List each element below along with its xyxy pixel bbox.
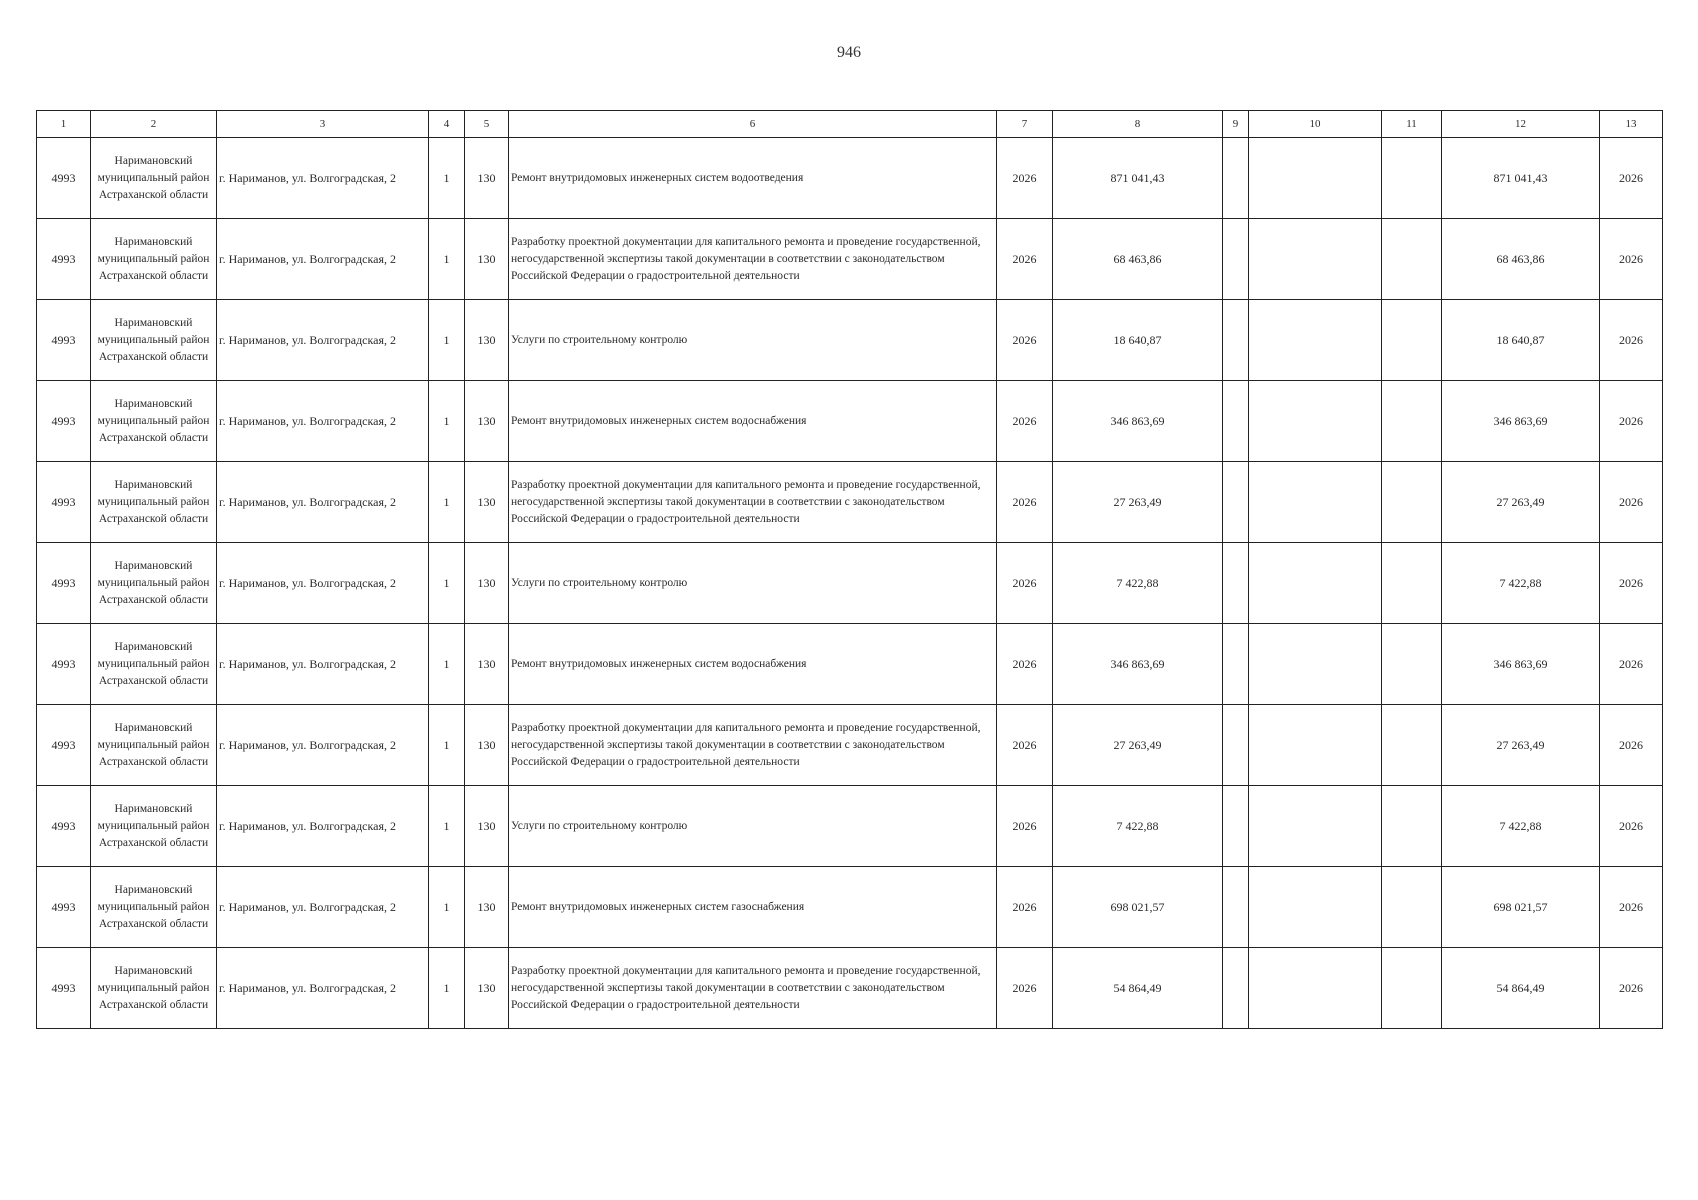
cell-col9 — [1223, 381, 1249, 462]
cell-year: 2026 — [997, 381, 1053, 462]
cell-col9 — [1223, 705, 1249, 786]
cell-col10 — [1249, 948, 1382, 1029]
cell-col10 — [1249, 462, 1382, 543]
column-header-7: 7 — [997, 111, 1053, 138]
cell-col10 — [1249, 867, 1382, 948]
cell-end-year: 2026 — [1600, 705, 1663, 786]
cell-municipality: Наримановский муниципальный район Астраханской области — [91, 219, 217, 300]
cell-col5: 130 — [465, 786, 509, 867]
table-row — [37, 786, 1663, 867]
cell-col11 — [1382, 300, 1442, 381]
cell-address: г. Нариманов, ул. Волгоградская, 2 — [217, 786, 429, 867]
cell-number: 4993 — [37, 948, 91, 1029]
cell-cost: 18 640,87 — [1053, 300, 1223, 381]
table-row — [37, 543, 1663, 624]
cell-col10 — [1249, 705, 1382, 786]
table-row — [37, 462, 1663, 543]
cell-address: г. Нариманов, ул. Волгоградская, 2 — [217, 381, 429, 462]
cell-col4: 1 — [429, 219, 465, 300]
cell-number: 4993 — [37, 381, 91, 462]
column-header-3: 3 — [217, 111, 429, 138]
table-row — [37, 219, 1663, 300]
cell-end-year: 2026 — [1600, 300, 1663, 381]
column-header-11: 11 — [1382, 111, 1442, 138]
cell-col4: 1 — [429, 624, 465, 705]
cell-col5: 130 — [465, 543, 509, 624]
cell-col11 — [1382, 867, 1442, 948]
table-row — [37, 381, 1663, 462]
cell-number: 4993 — [37, 219, 91, 300]
cell-municipality: Наримановский муниципальный район Астраханской области — [91, 705, 217, 786]
column-header-5: 5 — [465, 111, 509, 138]
cell-address: г. Нариманов, ул. Волгоградская, 2 — [217, 867, 429, 948]
cell-total: 346 863,69 — [1442, 381, 1600, 462]
cell-col9 — [1223, 462, 1249, 543]
column-header-4: 4 — [429, 111, 465, 138]
cell-col9 — [1223, 867, 1249, 948]
cell-col11 — [1382, 138, 1442, 219]
cell-municipality: Наримановский муниципальный район Астраханской области — [91, 381, 217, 462]
cell-municipality: Наримановский муниципальный район Астраханской области — [91, 462, 217, 543]
cell-number: 4993 — [37, 624, 91, 705]
cell-total: 698 021,57 — [1442, 867, 1600, 948]
cell-work-type: Разработку проектной документации для капитального ремонта и проведение государственной, негосударственной экспертизы такой документации в соответствии с законодательством Российской Федерации о градостроительной деятельности — [509, 462, 997, 543]
cell-total: 68 463,86 — [1442, 219, 1600, 300]
cell-municipality: Наримановский муниципальный район Астраханской области — [91, 786, 217, 867]
page-number: 946 — [837, 44, 861, 61]
cell-work-type: Услуги по строительному контролю — [509, 543, 997, 624]
cell-work-type: Ремонт внутридомовых инженерных систем водоснабжения — [509, 381, 997, 462]
cell-col5: 130 — [465, 867, 509, 948]
cell-col4: 1 — [429, 543, 465, 624]
table-row — [37, 300, 1663, 381]
cell-municipality: Наримановский муниципальный район Астраханской области — [91, 948, 217, 1029]
cell-cost: 871 041,43 — [1053, 138, 1223, 219]
cell-col11 — [1382, 948, 1442, 1029]
cell-total: 346 863,69 — [1442, 624, 1600, 705]
cell-work-type: Ремонт внутридомовых инженерных систем водоотведения — [509, 138, 997, 219]
cell-work-type: Разработку проектной документации для капитального ремонта и проведение государственной, негосударственной экспертизы такой документации в соответствии с законодательством Российской Федерации о градостроительной деятельности — [509, 948, 997, 1029]
cell-end-year: 2026 — [1600, 381, 1663, 462]
cell-municipality: Наримановский муниципальный район Астраханской области — [91, 138, 217, 219]
cell-col11 — [1382, 705, 1442, 786]
cell-cost: 698 021,57 — [1053, 867, 1223, 948]
cell-col4: 1 — [429, 705, 465, 786]
cell-col4: 1 — [429, 786, 465, 867]
column-header-13: 13 — [1600, 111, 1663, 138]
cell-col9 — [1223, 543, 1249, 624]
cell-col5: 130 — [465, 381, 509, 462]
cell-cost: 346 863,69 — [1053, 381, 1223, 462]
column-header-1: 1 — [37, 111, 91, 138]
cell-number: 4993 — [37, 705, 91, 786]
cell-col4: 1 — [429, 948, 465, 1029]
table-body — [37, 138, 1663, 1029]
cell-col5: 130 — [465, 300, 509, 381]
cell-work-type: Услуги по строительному контролю — [509, 300, 997, 381]
table-row — [37, 948, 1663, 1029]
cell-total: 871 041,43 — [1442, 138, 1600, 219]
cell-year: 2026 — [997, 462, 1053, 543]
cell-address: г. Нариманов, ул. Волгоградская, 2 — [217, 543, 429, 624]
cell-end-year: 2026 — [1600, 219, 1663, 300]
cell-year: 2026 — [997, 705, 1053, 786]
cell-municipality: Наримановский муниципальный район Астраханской области — [91, 867, 217, 948]
cell-col10 — [1249, 381, 1382, 462]
cell-municipality: Наримановский муниципальный район Астраханской области — [91, 543, 217, 624]
column-header-10: 10 — [1249, 111, 1382, 138]
cell-col5: 130 — [465, 624, 509, 705]
cell-end-year: 2026 — [1600, 786, 1663, 867]
cell-cost: 7 422,88 — [1053, 786, 1223, 867]
cell-total: 7 422,88 — [1442, 543, 1600, 624]
cell-end-year: 2026 — [1600, 624, 1663, 705]
cell-cost: 68 463,86 — [1053, 219, 1223, 300]
cell-number: 4993 — [37, 462, 91, 543]
cell-year: 2026 — [997, 867, 1053, 948]
cell-address: г. Нариманов, ул. Волгоградская, 2 — [217, 300, 429, 381]
cell-work-type: Ремонт внутридомовых инженерных систем газоснабжения — [509, 867, 997, 948]
cell-address: г. Нариманов, ул. Волгоградская, 2 — [217, 138, 429, 219]
cell-end-year: 2026 — [1600, 462, 1663, 543]
cell-col11 — [1382, 786, 1442, 867]
cell-work-type: Ремонт внутридомовых инженерных систем водоснабжения — [509, 624, 997, 705]
cell-year: 2026 — [997, 300, 1053, 381]
cell-end-year: 2026 — [1600, 543, 1663, 624]
cell-municipality: Наримановский муниципальный район Астраханской области — [91, 624, 217, 705]
cell-col11 — [1382, 219, 1442, 300]
cell-year: 2026 — [997, 138, 1053, 219]
cell-col4: 1 — [429, 381, 465, 462]
cell-col4: 1 — [429, 462, 465, 543]
cell-col11 — [1382, 462, 1442, 543]
cell-cost: 54 864,49 — [1053, 948, 1223, 1029]
cell-cost: 346 863,69 — [1053, 624, 1223, 705]
column-header-8: 8 — [1053, 111, 1223, 138]
cell-col9 — [1223, 948, 1249, 1029]
cell-col9 — [1223, 624, 1249, 705]
cell-col9 — [1223, 219, 1249, 300]
cell-work-type: Разработку проектной документации для капитального ремонта и проведение государственной, негосударственной экспертизы такой документации в соответствии с законодательством Российской Федерации о градостроительной деятельности — [509, 705, 997, 786]
cell-col9 — [1223, 786, 1249, 867]
cell-col5: 130 — [465, 219, 509, 300]
table-row — [37, 138, 1663, 219]
cell-total: 27 263,49 — [1442, 462, 1600, 543]
cell-number: 4993 — [37, 543, 91, 624]
cell-year: 2026 — [997, 786, 1053, 867]
column-header-9: 9 — [1223, 111, 1249, 138]
cell-work-type: Разработку проектной документации для капитального ремонта и проведение государственной, негосударственной экспертизы такой документации в соответствии с законодательством Российской Федерации о градостроительной деятельности — [509, 219, 997, 300]
cell-col11 — [1382, 624, 1442, 705]
cell-end-year: 2026 — [1600, 138, 1663, 219]
cell-year: 2026 — [997, 219, 1053, 300]
cell-col5: 130 — [465, 948, 509, 1029]
cell-col9 — [1223, 300, 1249, 381]
cell-end-year: 2026 — [1600, 948, 1663, 1029]
cell-total: 54 864,49 — [1442, 948, 1600, 1029]
cell-cost: 7 422,88 — [1053, 543, 1223, 624]
column-header-6: 6 — [509, 111, 997, 138]
cell-col9 — [1223, 138, 1249, 219]
cell-col5: 130 — [465, 138, 509, 219]
cell-number: 4993 — [37, 786, 91, 867]
column-header-2: 2 — [91, 111, 217, 138]
cell-col5: 130 — [465, 462, 509, 543]
cell-col5: 130 — [465, 705, 509, 786]
cell-col10 — [1249, 300, 1382, 381]
cell-total: 7 422,88 — [1442, 786, 1600, 867]
cell-year: 2026 — [997, 948, 1053, 1029]
cell-col4: 1 — [429, 138, 465, 219]
capital-repair-table — [36, 110, 1663, 1029]
cell-address: г. Нариманов, ул. Волгоградская, 2 — [217, 462, 429, 543]
cell-total: 27 263,49 — [1442, 705, 1600, 786]
cell-number: 4993 — [37, 138, 91, 219]
table-row — [37, 624, 1663, 705]
cell-year: 2026 — [997, 624, 1053, 705]
cell-total: 18 640,87 — [1442, 300, 1600, 381]
cell-end-year: 2026 — [1600, 867, 1663, 948]
cell-col4: 1 — [429, 300, 465, 381]
cell-col10 — [1249, 543, 1382, 624]
cell-col11 — [1382, 381, 1442, 462]
column-header-12: 12 — [1442, 111, 1600, 138]
cell-address: г. Нариманов, ул. Волгоградская, 2 — [217, 219, 429, 300]
cell-col4: 1 — [429, 867, 465, 948]
table-row — [37, 705, 1663, 786]
cell-col10 — [1249, 624, 1382, 705]
cell-number: 4993 — [37, 867, 91, 948]
cell-cost: 27 263,49 — [1053, 462, 1223, 543]
cell-municipality: Наримановский муниципальный район Астраханской области — [91, 300, 217, 381]
cell-col10 — [1249, 786, 1382, 867]
cell-work-type: Услуги по строительному контролю — [509, 786, 997, 867]
cell-col11 — [1382, 543, 1442, 624]
cell-number: 4993 — [37, 300, 91, 381]
cell-address: г. Нариманов, ул. Волгоградская, 2 — [217, 705, 429, 786]
cell-cost: 27 263,49 — [1053, 705, 1223, 786]
cell-address: г. Нариманов, ул. Волгоградская, 2 — [217, 624, 429, 705]
cell-col10 — [1249, 219, 1382, 300]
cell-col10 — [1249, 138, 1382, 219]
table-row — [37, 867, 1663, 948]
cell-address: г. Нариманов, ул. Волгоградская, 2 — [217, 948, 429, 1029]
header-row — [37, 111, 1663, 138]
cell-year: 2026 — [997, 543, 1053, 624]
